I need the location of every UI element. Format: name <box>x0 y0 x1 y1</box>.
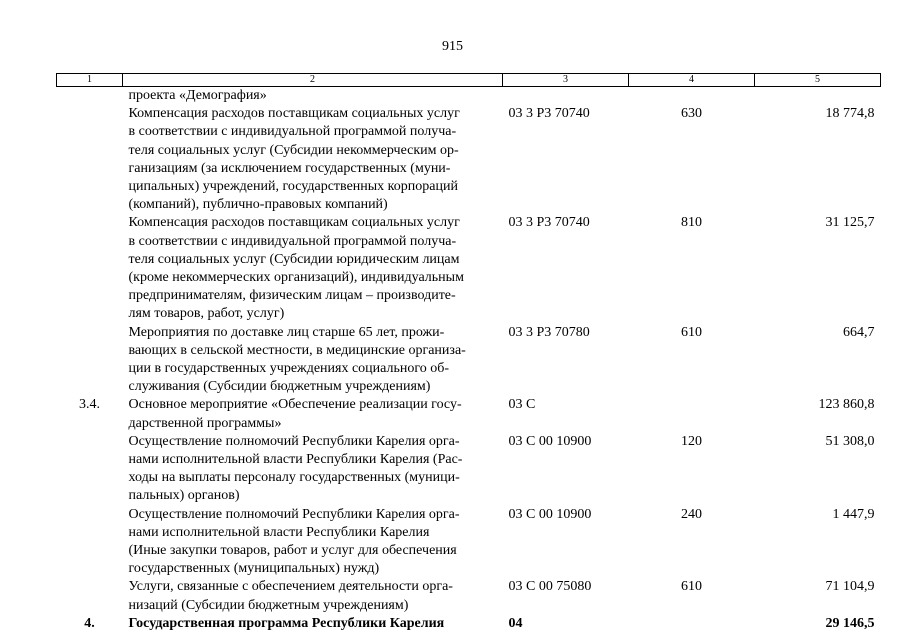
row-sum: 18 774,8 <box>825 106 875 122</box>
row-sum: 123 860,8 <box>818 397 875 413</box>
row-number <box>57 324 123 397</box>
row-number <box>57 578 123 614</box>
row-name-line: низаций (Субсидии бюджетным учреждениям) <box>128 597 409 613</box>
row-name <box>123 396 503 432</box>
column-header-5: 5 <box>755 74 881 87</box>
row-name-line: ганизациям (за исключением государственных (муни- <box>128 160 451 176</box>
table-row <box>57 578 881 614</box>
table-row <box>57 433 881 506</box>
row-number <box>57 433 123 506</box>
row-name-line: (Иные закупки товаров, работ и услуг для обеспечения <box>128 543 457 559</box>
table-row <box>57 87 881 106</box>
row-name-line: лям товаров, работ, услуг) <box>128 306 285 322</box>
row-name <box>123 324 503 397</box>
row-number: 4. <box>84 615 95 631</box>
column-header-2: 2 <box>123 74 503 87</box>
column-header-3: 3 <box>503 74 629 87</box>
row-code <box>503 87 629 106</box>
row-code: 03 3 Р3 70740 <box>508 215 590 231</box>
row-code: 04 <box>508 615 523 631</box>
row-sum: 1 447,9 <box>832 506 875 522</box>
row-expense-type: 610 <box>681 324 702 340</box>
row-number: 3.4. <box>79 397 100 413</box>
row-name-line: Компенсация расходов поставщикам социальных услуг <box>128 106 460 122</box>
row-expense-type: 610 <box>681 579 702 595</box>
table-row <box>57 214 881 323</box>
row-sum: 71 104,9 <box>825 579 875 595</box>
row-name-line: ходы на выплаты персоналу государственных (муници- <box>128 470 460 486</box>
row-name-line: Осуществление полномочий Республики Карелия орга- <box>128 506 460 522</box>
row-name-line: Мероприятия по доставке лиц старше 65 лет, прожи- <box>128 324 445 340</box>
row-name-line: государственных (муниципальных) нужд) <box>128 561 380 577</box>
row-name-line: Услуги, связанные с обеспечением деятельности орга- <box>128 579 453 595</box>
row-name <box>123 214 503 323</box>
row-code: 03 С 00 10900 <box>508 506 592 522</box>
row-number <box>57 105 123 214</box>
table-row <box>57 105 881 214</box>
budget-table <box>56 73 881 633</box>
row-name <box>123 615 503 633</box>
row-name-line: служивания (Субсидии бюджетным учреждениям) <box>128 379 431 395</box>
row-name-line: Основное мероприятие «Обеспечение реализации госу- <box>128 397 462 413</box>
row-name-line: Государственная программа Республики Карелия <box>128 615 445 631</box>
row-expense-type: 810 <box>681 215 702 231</box>
row-name-line: (кроме некоммерческих организаций), индивидуальным <box>128 270 464 286</box>
row-name-line: дарственной программы» <box>128 415 282 431</box>
row-sum: 29 146,5 <box>825 615 875 631</box>
row-name-line: нами исполнительной власти Республики Карелия (Рас- <box>128 452 463 468</box>
row-name <box>123 578 503 614</box>
row-name <box>123 506 503 579</box>
column-header-4: 4 <box>629 74 755 87</box>
column-header-1: 1 <box>57 74 123 87</box>
row-name-line: Компенсация расходов поставщикам социальных услуг <box>128 215 460 231</box>
row-sum <box>755 87 881 106</box>
row-code: 03 С 00 10900 <box>508 433 592 449</box>
row-name-line: проекта «Демография» <box>128 88 267 103</box>
row-name-line: пальных) органов) <box>128 488 240 504</box>
row-expense-type: 630 <box>681 106 702 122</box>
row-code: 03 С 00 75080 <box>508 579 592 595</box>
row-name <box>123 105 503 214</box>
row-name-line: ции в государственных учреждениях социального об- <box>128 361 450 377</box>
row-code: 03 3 Р3 70780 <box>508 324 590 340</box>
row-name-line: нами исполнительной власти Республики Карелия <box>128 524 430 540</box>
row-name-line: ципальных) учреждений, государственных корпораций <box>128 179 458 195</box>
row-expense-type: 240 <box>681 506 702 522</box>
row-name-line: теля социальных услуг (Субсидии юридическим лицам <box>128 251 460 267</box>
row-number <box>57 87 123 106</box>
row-expense-type <box>629 87 755 106</box>
row-name <box>123 433 503 506</box>
table-row <box>57 324 881 397</box>
table-row <box>57 396 881 432</box>
row-name-line: в соответствии с индивидуальной программой получа- <box>128 233 457 249</box>
row-sum: 664,7 <box>843 324 875 340</box>
row-name-line: в соответствии с индивидуальной программой получа- <box>128 124 457 140</box>
row-expense-type <box>629 615 755 633</box>
row-number <box>57 506 123 579</box>
row-name <box>123 87 503 106</box>
row-sum: 51 308,0 <box>825 433 875 449</box>
row-expense-type <box>629 396 755 432</box>
row-name-line: предпринимателям, физическим лицам – производите- <box>128 288 456 304</box>
row-sum: 31 125,7 <box>825 215 875 231</box>
row-number <box>57 214 123 323</box>
page-number: 915 <box>442 39 463 54</box>
table-row <box>57 506 881 579</box>
row-name-line: (компаний), публично-правовых компаний) <box>128 197 388 213</box>
row-code: 03 С <box>508 397 536 413</box>
row-name-line: теля социальных услуг (Субсидии некоммерческим ор- <box>128 142 459 158</box>
row-name-line: вающих в сельской местности, в медицинские организа- <box>128 342 466 358</box>
row-expense-type: 120 <box>681 433 702 449</box>
row-name-line: Осуществление полномочий Республики Карелия орга- <box>128 433 460 449</box>
column-number-header <box>57 74 881 87</box>
row-code: 03 3 Р3 70740 <box>508 106 590 122</box>
table-row <box>57 615 881 633</box>
table-body <box>57 87 881 634</box>
